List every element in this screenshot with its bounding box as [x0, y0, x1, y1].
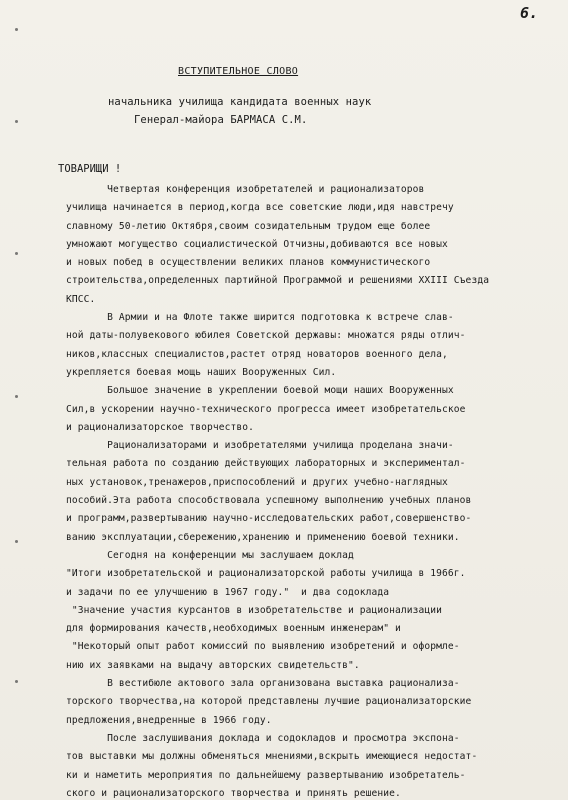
body-line: КПСС. [66, 293, 96, 305]
body-line: ванию эксплуатации,сбережению,хранению и применению боевой техники. [66, 531, 460, 543]
body-line: строительства,определенных партийной Программой и решениями XXIII Съезда [66, 275, 490, 287]
greeting: ТОВАРИЩИ ! [58, 163, 122, 175]
punch-hole-mark [15, 395, 18, 398]
body-line: ной даты-полувекового юбилея Советской державы: множатся ряды отлич- [66, 330, 466, 342]
author-name: Генерал-майора БАРМАСА С.М. [134, 114, 308, 126]
body-line: Сил,в ускорении научно-технического прогресса имеет изобретательское [66, 403, 466, 415]
document-title: ВСТУПИТЕЛЬНОЕ СЛОВО [178, 66, 299, 77]
body-line: и программ,развертыванию научно-исследовательских работ,совершенство- [66, 513, 472, 525]
punch-hole-mark [15, 120, 18, 123]
body-line: славному 50-летию Октября,своим созидательным трудом еще более [66, 220, 431, 232]
body-line: Рационализаторами и изобретателями училища проделана значи- [66, 440, 454, 452]
body-line: предложения,внедренные в 1966 году. [66, 714, 272, 726]
body-line: Четвертая конференция изобретателей и рационализаторов [66, 184, 425, 195]
body-line: тельная работа по созданию действующих лабораторных и экспериментал- [66, 458, 466, 470]
body-line: и задачи по ее улучшению в 1967 году." и два содоклада [66, 586, 390, 598]
body-text [66, 181, 556, 800]
body-line: Сегодня на конференции мы заслушаем доклад [66, 549, 354, 561]
body-line: ников,классных специалистов,растет отряд новаторов военного дела, [66, 348, 448, 360]
punch-hole-mark [15, 680, 18, 683]
body-line: нию их заявками на выдачу авторских свидетельств". [66, 659, 360, 671]
body-line: для формирования качеств,необходимых военным инженерам" и [66, 623, 401, 635]
body-line: ского и рационализаторского творчества и принять решение. [66, 787, 401, 799]
punch-hole-mark [15, 252, 18, 255]
body-line: Большое значение в укреплении боевой мощи наших Вооруженных [66, 385, 454, 397]
body-line: училища начинается в период,когда все советские люди,идя навстречу [66, 202, 454, 214]
body-line: После заслушивания доклада и содокладов и просмотра экспона- [66, 732, 460, 744]
body-line: и новых побед в осуществлении великих планов коммунистического [66, 257, 431, 269]
body-line: торского творчества,на которой представлены лучшие рационализаторские [66, 696, 472, 708]
body-line: умножают могущество социалистической Отчизны,добиваются все новых [66, 238, 448, 250]
punch-hole-mark [15, 540, 18, 543]
body-line: "Некоторый опыт работ комиссий по выявлению изобретений и оформле- [66, 641, 460, 653]
body-line: тов выставки мы должны обменяться мнениями,вскрыть имеющиеся недостат- [66, 751, 478, 763]
body-line: пособий.Эта работа способствовала успешному выполнению учебных планов [66, 495, 472, 507]
body-line: В вестибюле актового зала организована выставка рационализа- [66, 678, 460, 690]
body-line: укрепляется боевая мощь наших Вооруженных Сил. [66, 366, 337, 378]
author-position: начальника училища кандидата военных наук [108, 96, 372, 108]
body-line: ных установок,тренажеров,приспособлений и других учебно-наглядных [66, 476, 448, 488]
body-line: В Армии и на Флоте также ширится подготовка к встрече слав- [66, 312, 454, 324]
body-line: и рационализаторское творчество. [66, 421, 255, 433]
body-line: ки и наметить мероприятия по дальнейшему развертыванию изобретатель- [66, 769, 466, 781]
punch-hole-mark [15, 28, 18, 31]
body-line: "Значение участия курсантов в изобретательстве и рационализации [66, 604, 443, 616]
page-number: 6. [520, 4, 539, 22]
body-line: "Итоги изобретательской и рационализаторской работы училища в 1966г. [66, 568, 466, 580]
